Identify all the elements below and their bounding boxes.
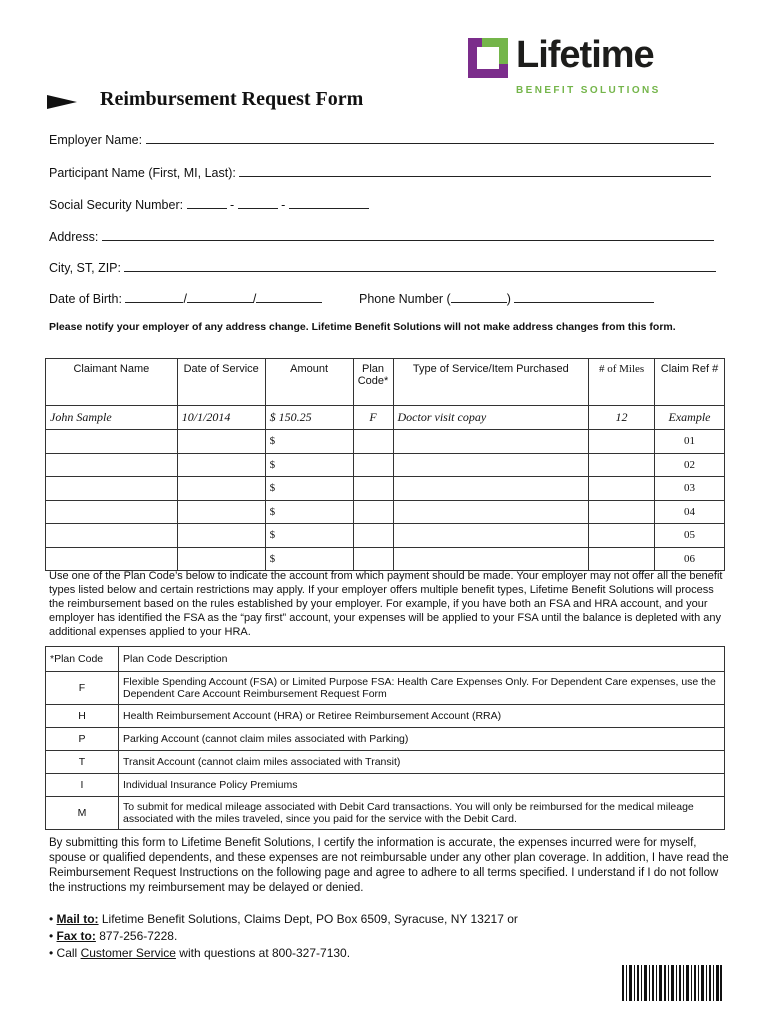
desc-cell: Flexible Spending Account (FSA) or Limited Purpose FSA: Health Care Expenses Only. For Dependent Care expenses, use the Dependent Care Account Reimbursement Request Form (119, 672, 725, 705)
header-claim-ref: Claim Ref # (655, 359, 725, 406)
example-ref: Example (655, 406, 725, 430)
phone-number-line[interactable] (514, 290, 654, 303)
table-row[interactable] (46, 524, 725, 548)
arrow-icon (47, 95, 77, 109)
table-row[interactable] (46, 547, 725, 571)
logo-name: Lifetime (516, 34, 654, 76)
contact-list (49, 911, 518, 962)
address-input-line[interactable] (102, 228, 714, 241)
header-type-of-service: Type of Service/Item Purchased (393, 359, 589, 406)
example-name: John Sample (46, 406, 178, 430)
amount-cell[interactable]: $ (265, 477, 353, 501)
list-item: • Call Customer Service with questions at 800-327-7130. (49, 946, 351, 960)
logo-mark-icon (468, 38, 508, 78)
code-cell: P (46, 728, 119, 751)
certification-text: By submitting this form to Lifetime Benefit Solutions, I certify the information is accurate, the expenses incurred were for myself, spouse or qualified dependents, and these expenses are not reimbursable under any other plan coverage. In addition, I have read the Reimbursement Request Instructions on the following page and agree to adhere to all terms specified. I understand if I do not follow the instructions my reimbursement may be delayed or denied. (49, 837, 729, 894)
amount-cell[interactable]: $ (265, 453, 353, 477)
claim-ref-02: 02 (655, 453, 725, 477)
example-miles: 12 (589, 406, 655, 430)
city-input-line[interactable] (124, 259, 716, 272)
phone-label: Phone Number ( (359, 292, 451, 306)
address-notice: Please notify your employer of any address change. Lifetime Benefit Solutions will not make address changes from this form. (49, 321, 676, 333)
header-amount: Amount (265, 359, 353, 406)
plan-code-table (45, 646, 725, 830)
phone-field[interactable]: Phone Number ( ) (359, 290, 654, 306)
participant-input-line[interactable] (239, 164, 711, 177)
table-row[interactable] (46, 453, 725, 477)
logo-subtitle: BENEFIT SOLUTIONS (516, 85, 661, 96)
fax-text: 877-256-7228. (95, 929, 178, 943)
header-miles: # of Miles (589, 359, 655, 406)
call-pre: Call (56, 946, 81, 960)
code-cell: H (46, 705, 119, 728)
claim-ref-06: 06 (655, 547, 725, 571)
example-code: F (353, 406, 393, 430)
desc-cell: Health Reimbursement Account (HRA) or Retiree Reimbursement Account (RRA) (119, 705, 725, 728)
address-label: Address: (49, 230, 99, 244)
claim-ref-05: 05 (655, 524, 725, 548)
claim-ref-04: 04 (655, 500, 725, 524)
claim-ref-03: 03 (655, 477, 725, 501)
barcode-icon (622, 965, 722, 1001)
codes-header-row (46, 647, 725, 672)
mail-label: Mail to: (56, 912, 99, 926)
desc-cell: Parking Account (cannot claim miles associated with Parking) (119, 728, 725, 751)
header-plan-code: *Plan Code (46, 647, 119, 672)
city-label: City, ST, ZIP: (49, 261, 121, 275)
code-cell: F (46, 672, 119, 705)
claims-header-row (46, 359, 725, 406)
table-row (46, 797, 725, 830)
claims-table (45, 358, 725, 571)
phone-area-line[interactable] (451, 290, 507, 303)
dob-day-line[interactable] (187, 290, 253, 303)
table-row[interactable] (46, 500, 725, 524)
call-text: with questions at 800-327-7130. (175, 946, 351, 960)
plan-code-instructions: Use one of the Plan Code’s below to indicate the account from which payment should be made. Your employer may not offer all the benefit types listed below and certain restrictions may apply. If your employer offers multiple benefit types, Lifetime Benefit Solutions will process the reimbursement based on the rules established by your employer. For example, if you have both an FSA and HRA account, and your employer has identified the FSA as the “pay first” account, your expenses will be applied to your FSA until the balance is depleted with any additional expenses applied to your HRA. (49, 570, 723, 638)
fax-label: Fax to: (56, 929, 96, 943)
code-cell: I (46, 774, 119, 797)
list-item: • Fax to: 877-256-7228. (49, 929, 178, 943)
list-item: • Mail to: Lifetime Benefit Solutions, Claims Dept, PO Box 6509, Syracuse, NY 13217 or (49, 912, 518, 926)
amount-cell[interactable]: $ (265, 524, 353, 548)
participant-field[interactable] (49, 164, 711, 180)
table-row[interactable] (46, 430, 725, 454)
ssn-part3-line[interactable] (289, 196, 369, 209)
desc-cell: To submit for medical mileage associated with Debit Card transactions. You will only be reimbursed for the medical mileage associated with the miles traveled, since you paid for the service with the Debit Card. (119, 797, 725, 830)
code-cell: T (46, 751, 119, 774)
desc-cell: Individual Insurance Policy Premiums (119, 774, 725, 797)
claim-ref-01: 01 (655, 430, 725, 454)
employer-field[interactable] (49, 131, 714, 147)
table-row (46, 774, 725, 797)
mail-text: Lifetime Benefit Solutions, Claims Dept, PO Box 6509, Syracuse, NY 13217 or (98, 912, 518, 926)
lifetime-logo (468, 34, 708, 100)
table-row (46, 751, 725, 774)
amount-cell[interactable]: $ (265, 500, 353, 524)
code-cell: M (46, 797, 119, 830)
example-date: 10/1/2014 (177, 406, 265, 430)
dob-year-line[interactable] (256, 290, 322, 303)
address-field[interactable] (49, 228, 714, 244)
participant-label: Participant Name (First, MI, Last): (49, 166, 236, 180)
dob-label: Date of Birth: (49, 292, 122, 306)
customer-service-label: Customer Service (80, 946, 176, 960)
table-row (46, 728, 725, 751)
ssn-label: Social Security Number: (49, 198, 184, 212)
header-date-of-service: Date of Service (177, 359, 265, 406)
form-title: Reimbursement Request Form (100, 88, 364, 110)
header-plan-code: Plan Code* (353, 359, 393, 406)
desc-cell: Transit Account (cannot claim miles associated with Transit) (119, 751, 725, 774)
amount-cell[interactable]: $ (265, 547, 353, 571)
ssn-part1-line[interactable] (187, 196, 227, 209)
dob-month-line[interactable] (125, 290, 183, 303)
example-amount: $ 150.25 (265, 406, 353, 430)
amount-cell[interactable]: $ (265, 430, 353, 454)
table-row[interactable] (46, 477, 725, 501)
header-claimant-name: Claimant Name (46, 359, 178, 406)
employer-input-line[interactable] (146, 131, 714, 144)
employer-label: Employer Name: (49, 133, 143, 147)
table-row (46, 672, 725, 705)
ssn-field[interactable]: Social Security Number: - - (49, 196, 369, 212)
example-row (46, 406, 725, 430)
table-row (46, 705, 725, 728)
example-type: Doctor visit copay (393, 406, 589, 430)
ssn-part2-line[interactable] (238, 196, 278, 209)
dob-field[interactable]: Date of Birth: / / (49, 290, 322, 306)
city-field[interactable] (49, 259, 716, 275)
header-plan-description: Plan Code Description (119, 647, 725, 672)
